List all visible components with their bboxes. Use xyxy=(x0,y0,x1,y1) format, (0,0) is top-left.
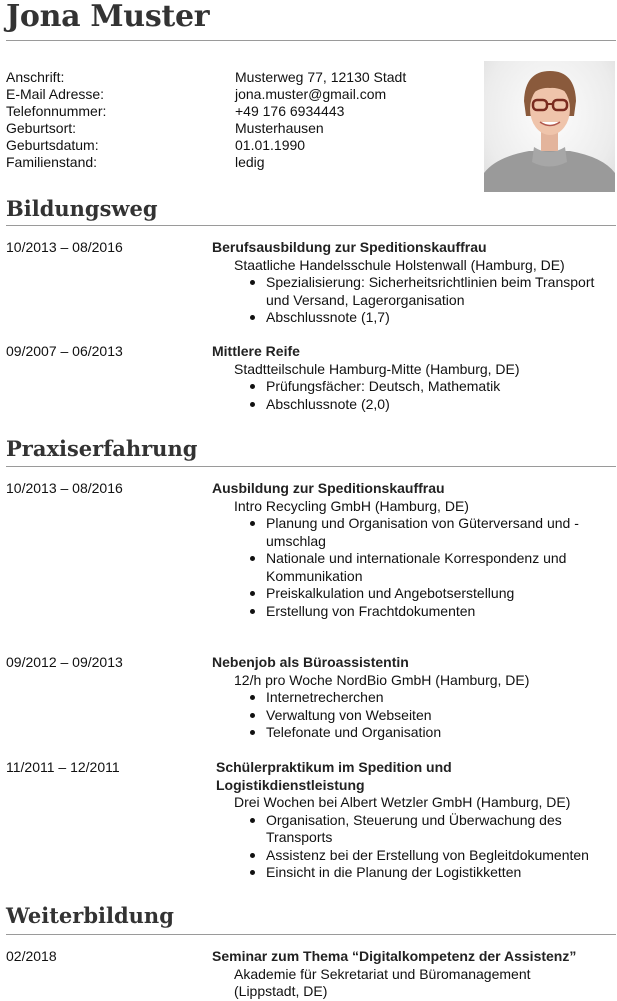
bullet-item: Einsicht in die Planung der Logistikketten xyxy=(266,864,616,882)
bullet-item: Internetrecherchen xyxy=(266,689,616,707)
bullet-item: Spezialisierung: Sicherheitsrichtlinien beim Transport und Versand, Lagerorganisation xyxy=(266,274,616,309)
entry-bullets xyxy=(212,274,616,327)
entry-date: 09/2007 – 06/2013 xyxy=(6,343,123,359)
info-value: ledig xyxy=(235,154,265,170)
entry-bullets xyxy=(212,515,616,620)
entry-organization: 12/h pro Woche NordBio GmbH (Hamburg, DE) xyxy=(234,671,530,688)
bullet-item: Abschlussnote (1,7) xyxy=(266,309,616,327)
divider xyxy=(6,466,616,467)
info-row-phone xyxy=(6,103,476,120)
divider xyxy=(6,40,616,41)
info-value: Musterweg 77, 12130 Stadt xyxy=(235,69,407,85)
info-value: jona.muster@gmail.com xyxy=(235,86,387,102)
entry-organization: Drei Wochen bei Albert Wetzler GmbH (Hamburg, DE) xyxy=(234,794,571,810)
bullet-item: Preiskalkulation und Angebotserstellung xyxy=(266,585,616,603)
info-value: Musterhausen xyxy=(235,120,324,136)
info-label: Geburtsort: xyxy=(6,120,77,136)
entry-bullets xyxy=(216,812,616,882)
bullet-item: Planung und Organisation von Güterversand und -umschlag xyxy=(266,515,616,550)
entry-date: 10/2013 – 08/2016 xyxy=(6,480,123,496)
section-title-further-education: Weiterbildung xyxy=(6,903,174,928)
bullet-item: Erstellung von Frachtdokumenten xyxy=(266,603,616,621)
info-row-birthplace xyxy=(6,120,476,137)
section-title-education: Bildungsweg xyxy=(6,196,158,221)
entry-title: Nebenjob als Büroassistentin xyxy=(212,654,409,670)
entry-organization: Staatliche Handelsschule Holstenwall (Hamburg, DE) xyxy=(234,256,565,273)
entry-organization: Akademie für Sekretariat und Büromanagement (Lippstadt, DE) xyxy=(234,965,531,999)
entry-title: Seminar zum Thema “Digitalkompetenz der Assistenz” xyxy=(212,948,577,964)
info-row-email xyxy=(6,86,476,103)
bullet-item: Assistenz bei der Erstellung von Begleitdokumenten xyxy=(266,847,616,865)
bullet-item: Telefonate und Organisation xyxy=(266,724,616,742)
personal-info xyxy=(6,69,476,171)
entry-date: 02/2018 xyxy=(6,948,57,964)
info-row-birthdate xyxy=(6,137,476,154)
cv-page xyxy=(6,0,616,999)
entry-date: 11/2011 – 12/2011 xyxy=(6,759,120,775)
info-label: Familienstand: xyxy=(6,154,98,170)
portrait-illustration xyxy=(484,61,615,192)
profile-photo xyxy=(484,61,615,192)
bullet-item: Abschlussnote (2,0) xyxy=(266,396,616,414)
bullet-item: Verwaltung von Webseiten xyxy=(266,707,616,725)
divider xyxy=(6,934,616,935)
info-label: E-Mail Adresse: xyxy=(6,86,105,102)
divider xyxy=(6,225,616,226)
info-row-address xyxy=(6,69,476,86)
entry-bullets xyxy=(212,689,616,742)
info-label: Telefonnummer: xyxy=(6,103,107,119)
entry-bullets xyxy=(212,378,616,413)
info-value: 01.01.1990 xyxy=(235,137,306,153)
bullet-item: Organisation, Steuerung und Überwachung des Transports xyxy=(266,812,616,847)
info-value: +49 176 6934443 xyxy=(235,103,345,119)
info-label: Anschrift: xyxy=(6,69,65,85)
applicant-name: Jona Muster xyxy=(6,0,210,34)
entry-date: 10/2013 – 08/2016 xyxy=(6,239,123,255)
entry-organization: Intro Recycling GmbH (Hamburg, DE) xyxy=(234,497,469,514)
section-title-experience: Praxiserfahrung xyxy=(6,436,198,461)
entry-title: Ausbildung zur Speditionskauffrau xyxy=(212,480,445,496)
entry-date: 09/2012 – 09/2013 xyxy=(6,654,123,670)
entry-organization: Stadtteilschule Hamburg-Mitte (Hamburg, DE) xyxy=(234,360,520,377)
bullet-item: Nationale und internationale Korrespondenz und Kommunikation xyxy=(266,550,616,585)
info-row-marital xyxy=(6,154,476,171)
entry-title: Berufsausbildung zur Speditionskauffrau xyxy=(212,239,487,255)
bullet-item: Prüfungsfächer: Deutsch, Mathematik xyxy=(266,378,616,396)
entry-title: Schülerpraktikum im Spedition und Logistikdienstleistung xyxy=(216,759,452,793)
info-label: Geburtsdatum: xyxy=(6,137,99,153)
entry-title: Mittlere Reife xyxy=(212,343,300,359)
